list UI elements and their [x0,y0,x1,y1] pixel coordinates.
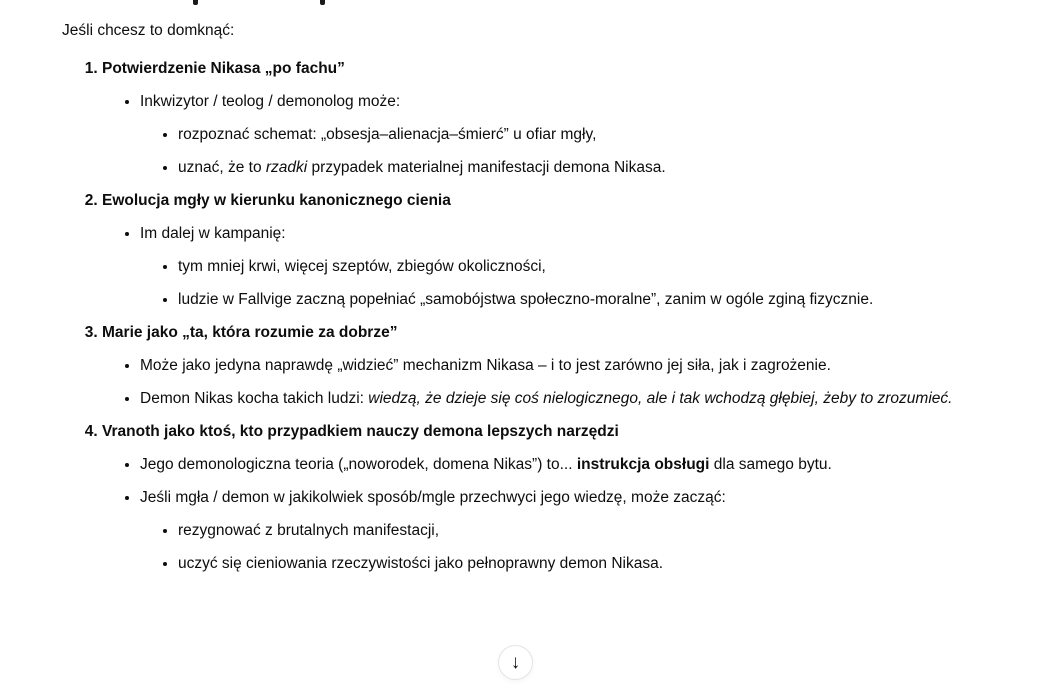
bullet-list [102,349,1017,415]
scroll-to-bottom-button[interactable] [498,645,533,680]
sub-bullet-list [140,118,1017,184]
assistant-message [62,14,1017,580]
bullet-text: tym mniej krwi, więcej szeptów, zbiegów okoliczności, [178,258,546,275]
sub-bullet-item [178,250,1017,283]
sub-bullet-item [178,118,1017,151]
bullet-text: Inkwizytor / teolog / demonolog może: [140,93,401,110]
item-title: 2. Ewolucja mgły w kierunku kanonicznego cienia [102,192,451,209]
ordered-item-2 [102,184,1017,316]
bold-text: instrukcja obsługi [576,456,710,473]
sub-bullet-list [140,514,1017,580]
bullet-list [102,85,1017,184]
bullet-text: dla samego bytu. [709,456,832,473]
bullet-text: Im dalej w kampanię: [140,225,286,242]
italic-text: rzadki [265,159,308,176]
bullet-item [140,217,1017,316]
sub-bullet-item [178,151,1017,184]
bullet-text: ludzie w Fallvige zaczną popełniać „samobójstwa społeczno-moralne”, zanim w ogóle zginą fizycznie. [178,291,874,308]
intro-paragraph: Jeśli chcesz to domknąć: [62,22,235,39]
clipped-text-fragment [193,0,198,5]
bullet-list [102,217,1017,316]
down-arrow-icon: ↓ [510,652,521,673]
bullet-text: Może jako jedyna naprawdę „widzieć” mechanizm Nikasa – i to jest zarówno jej siła, jak i zagrożenie. [140,357,831,374]
bullet-text: uczyć się cieniowania rzeczywistości jako pełnoprawny demon Nikasa. [178,555,664,572]
bullet-text: rezygnować z brutalnych manifestacji, [178,522,440,539]
ordered-item-3 [102,316,1017,415]
bullet-text: Jego demonologiczna teoria („noworodek, domena Nikas”) to... [140,456,577,473]
italic-text: wiedzą, że dzieje się coś nielogicznego, ale i tak wchodzą głębiej, żeby to zrozumieć. [368,390,953,407]
sub-bullet-item [178,514,1017,547]
bullet-text: przypadek materialnej manifestacji demona Nikasa. [307,159,666,176]
bullet-item [140,448,1017,481]
bullet-text: Demon Nikas kocha takich ludzi: [140,390,369,407]
item-title: 1. Potwierdzenie Nikasa „po fachu” [102,60,345,77]
bullet-text: uznać, że to [178,159,266,176]
sub-bullet-list [140,250,1017,316]
ordered-list [62,52,1017,580]
bullet-list [102,448,1017,580]
sub-bullet-item [178,283,1017,316]
bullet-item [140,85,1017,184]
bullet-text: Jeśli mgła / demon w jakikolwiek sposób/mgle przechwyci jego wiedzę, może zacząć: [140,489,726,506]
ordered-item-1 [102,52,1017,184]
item-title: 3. Marie jako „ta, która rozumie za dobrze” [102,324,398,341]
item-title: 4. Vranoth jako ktoś, kto przypadkiem nauczy demona lepszych narzędzi [102,423,619,440]
bullet-item [140,481,1017,580]
bullet-item [140,349,1017,382]
clipped-text-fragment [320,0,325,5]
bullet-item [140,382,1017,415]
ordered-item-4 [102,415,1017,580]
bullet-text: rozpoznać schemat: „obsesja–alienacja–śmierć” u ofiar mgły, [178,126,597,143]
sub-bullet-item [178,547,1017,580]
